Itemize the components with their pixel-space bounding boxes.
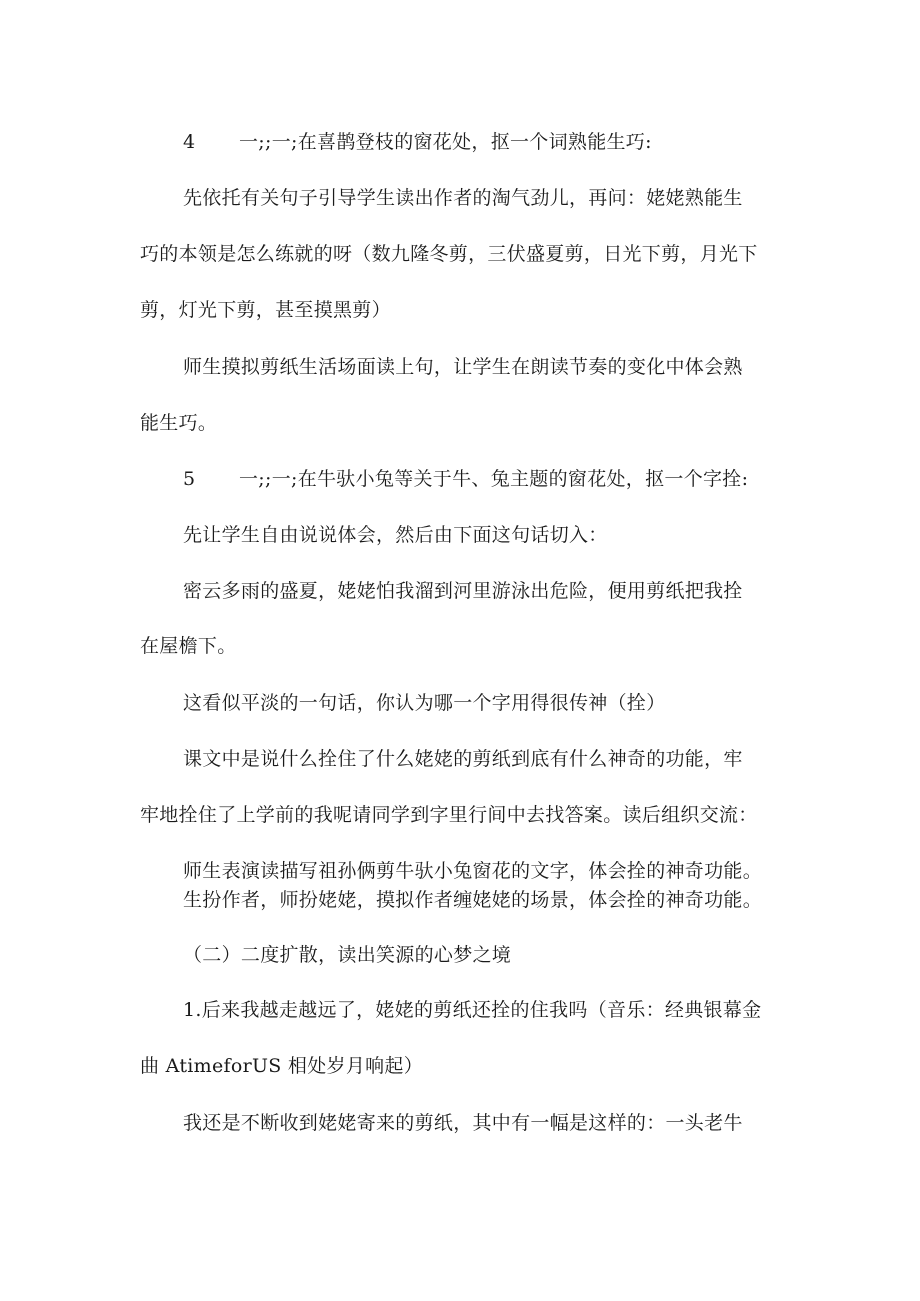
text-line: 生扮作者，师扮姥姥，摸拟作者缠姥姥的场景，体会拴的神奇功能。 <box>183 889 763 911</box>
text-line: 1.后来我越走越远了，姥姥的剪纸还拴的住我吗（音乐：经典银幕金 <box>183 999 762 1021</box>
text-line: 先依托有关句子引导学生读出作者的淘气劲儿，再问：姥姥熟能生 <box>183 187 743 209</box>
text-line: 这看似平淡的一句话，你认为哪一个字用得很传神（拴） <box>183 692 666 714</box>
paragraph-4 <box>183 130 652 154</box>
text-line: 能生巧。 <box>140 412 218 434</box>
text-line: 牢地拴住了上学前的我呢请同学到字里行间中去找答案。读后组织交流： <box>140 804 758 826</box>
text-line: 在屋檐下。 <box>140 635 237 657</box>
item-number: 5 <box>183 468 196 490</box>
text-line: 密云多雨的盛夏，姥姥怕我溜到河里游泳出危险，便用剪纸把我拴 <box>183 580 743 602</box>
paragraph-5 <box>183 467 748 491</box>
paragraph-text: 一;;一;在喜鹊登枝的窗花处，抠一个词熟能生巧: <box>239 131 652 153</box>
text-line: 我还是不断收到姥姥寄来的剪纸，其中有一幅是这样的：一头老牛 <box>183 1112 743 1134</box>
text-line: 师生摸拟剪纸生活场面读上句，让学生在朗读节奏的变化中体会熟 <box>183 356 743 378</box>
text-line: 课文中是说什么拴住了什么姥姥的剪纸到底有什么神奇的功能，牢 <box>183 748 743 770</box>
paragraph-text: 一;;一;在牛驮小兔等关于牛、兔主题的窗花处，抠一个字拴: <box>239 468 749 490</box>
text-line: 巧的本领是怎么练就的呀（数九隆冬剪，三伏盛夏剪，日光下剪，月光下 <box>140 243 758 265</box>
text-line: 剪，灯光下剪，甚至摸黑剪） <box>140 299 391 321</box>
section-heading: （二）二度扩散，读出笑源的心梦之境 <box>183 944 512 966</box>
text-line: 曲 AtimeforUS 相处岁月响起） <box>140 1055 424 1077</box>
item-number: 4 <box>183 131 196 153</box>
text-line: 师生表演读描写祖孙俩剪牛驮小兔窗花的文字，体会拴的神奇功能。 <box>183 860 763 882</box>
text-line: 先让学生自由说说体会，然后由下面这句话切入： <box>183 524 608 546</box>
